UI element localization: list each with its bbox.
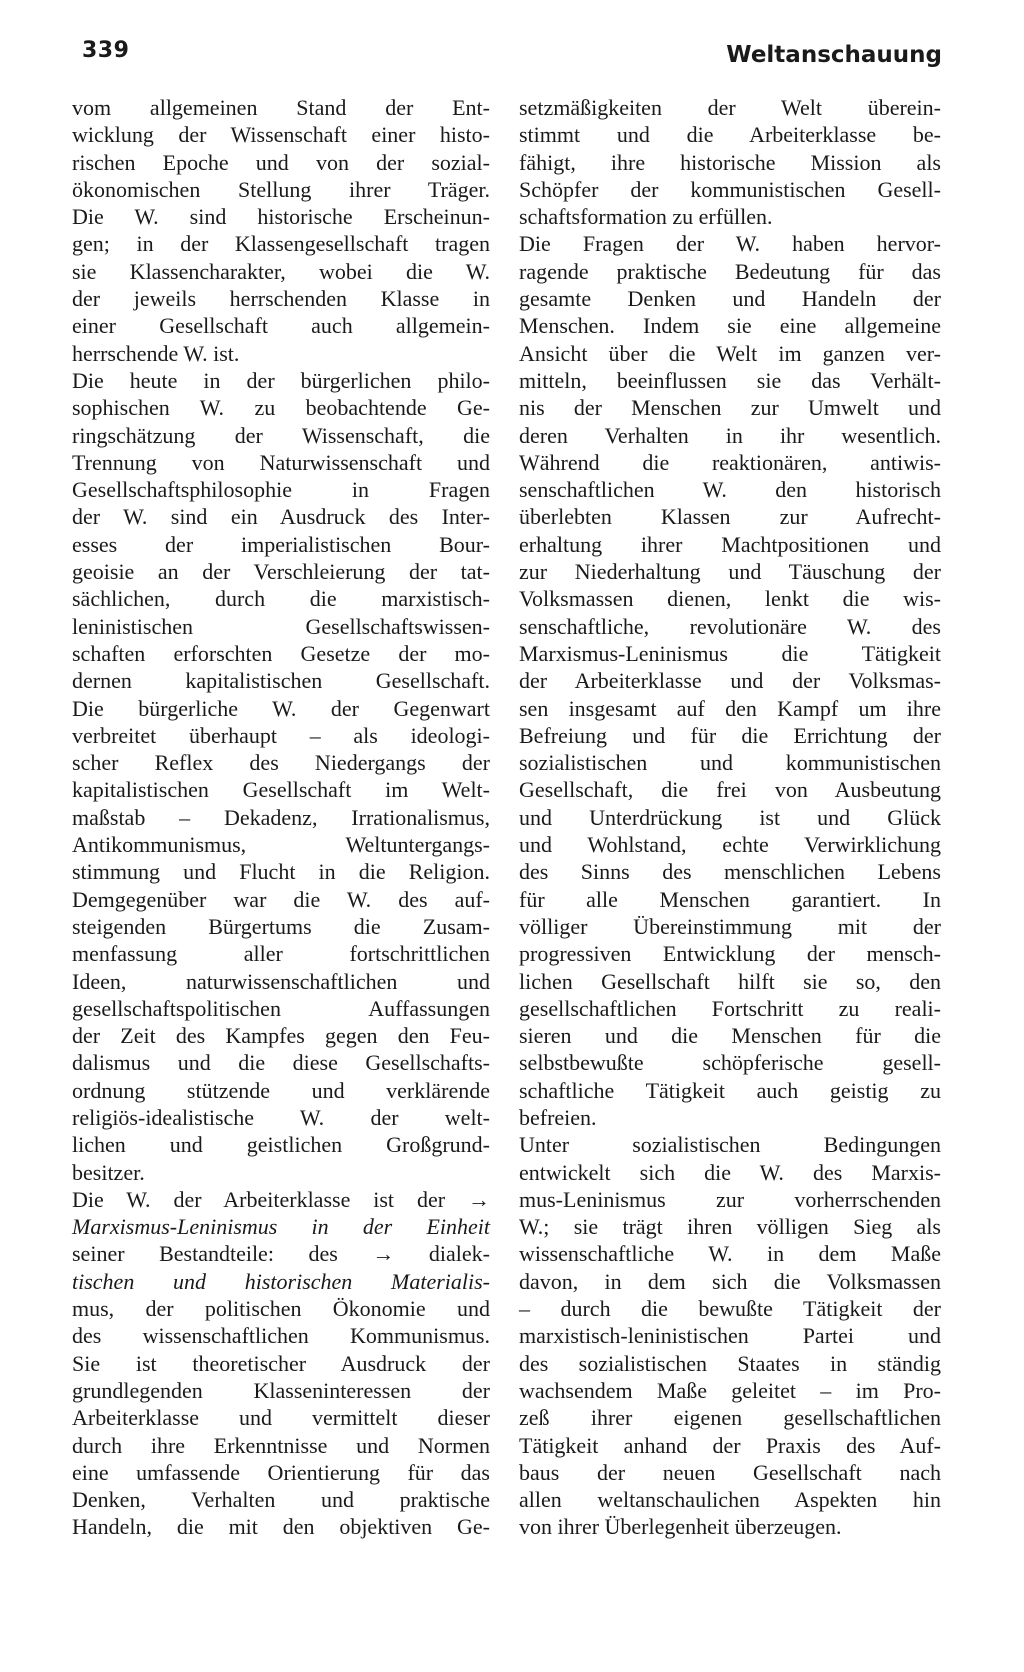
text-line: Unter sozialistischen Bedingungen [519,1132,941,1158]
text-line: mus, der politischen Ökonomie und [72,1296,490,1322]
text-line: überlebten Klassen zur Aufrecht- [519,504,941,530]
text-line: Während die reaktionären, antiwis- [519,449,941,475]
text-line: scher Reflex des Niedergangs der [72,750,490,776]
text-line: für alle Menschen garantiert. In [519,886,941,912]
text-line: sieren und die Menschen für die [519,1023,941,1049]
text-line: der Arbeiterklasse und der Volksmas- [519,668,941,694]
text-line: Menschen. Indem sie eine allgemeine [519,313,941,339]
text-line: marxistisch-leninistischen Partei und [519,1323,941,1349]
text-line: einer Gesellschaft auch allgemein- [72,313,490,339]
text-line: nis der Menschen zur Umwelt und [519,395,941,421]
text-line: herrschende W. ist. [72,340,240,366]
page-number: 339 [82,38,130,63]
text-line: Demgegenüber war die W. des auf- [72,886,490,912]
text-line: und Unterdrückung ist und Glück [519,804,941,830]
text-line: des Sinns des menschlichen Lebens [519,859,941,885]
running-head: Weltanschauung [726,42,942,68]
text-line: baus der neuen Gesellschaft nach [519,1459,941,1485]
text-line: grundlegenden Klasseninteressen der [72,1377,490,1403]
text-line: senschaftliche, revolutionäre W. des [519,613,941,639]
text-line: leninistischen Gesellschaftswissen- [72,613,490,639]
text-line: wachsendem Maße geleitet – im Pro- [519,1377,941,1403]
text-line: Die bürgerliche W. der Gegenwart [72,695,490,721]
text-line: deren Verhalten in ihr wesentlich. [519,422,941,448]
text-line: kapitalistischen Gesellschaft im Welt- [72,777,490,803]
text-line: Marxismus-Leninismus in der Einheit [72,1214,490,1240]
text-line: stimmt und die Arbeiterklasse be- [519,122,941,148]
text-line: wissenschaftliche W. in dem Maße [519,1241,941,1267]
text-line: des sozialistischen Staates in ständig [519,1350,941,1376]
text-line: Ideen, naturwissenschaftlichen und [72,968,490,994]
text-line: ökonomischen Stellung ihrer Träger. [72,176,490,202]
paragraph [72,367,490,1186]
text-line: senschaftlichen W. den historisch [519,477,941,503]
text-line: besitzer. [72,1159,145,1185]
text-line: stimmung und Flucht in die Religion. [72,859,490,885]
text-line: entwickelt sich die W. des Marxis- [519,1159,941,1185]
text-line: dernen kapitalistischen Gesellschaft. [72,668,490,694]
text-line: Sie ist theoretischer Ausdruck der [72,1350,490,1376]
paragraph [519,230,941,1131]
text-line: eine umfassende Orientierung für das [72,1459,490,1485]
text-line: vom allgemeinen Stand der Ent- [72,95,490,120]
text-line: geoisie an der Verschleierung der tat- [72,559,490,585]
text-line: ragende praktische Bedeutung für das [519,258,941,284]
text-line: wicklung der Wissenschaft einer histo- [72,122,490,148]
text-line: und Wohlstand, echte Verwirklichung [519,832,941,858]
paragraph [519,1131,941,1540]
text-line: allen weltanschaulichen Aspekten hin [519,1487,941,1513]
text-line: lichen und geistlichen Großgrund- [72,1132,490,1158]
text-line: zeß ihrer eigenen gesellschaftlichen [519,1405,941,1431]
text-line: des wissenschaftlichen Kommunismus. [72,1323,490,1349]
text-line: mus-Leninismus zur vorherrschenden [519,1186,941,1212]
text-line: Gesellschaftsphilosophie in Fragen [72,477,490,503]
text-line: verbreitet überhaupt – als ideologi- [72,722,490,748]
paragraph [72,94,490,367]
text-line: Trennung von Naturwissenschaft und [72,449,490,475]
text-line: durch ihre Erkenntnisse und Normen [72,1432,490,1458]
text-line: der jeweils herrschenden Klasse in [72,286,490,312]
text-line: esses der imperialistischen Bour- [72,531,490,557]
text-line: dalismus und die diese Gesellschafts- [72,1050,490,1076]
text-line: ordnung stützende und verklärende [72,1077,490,1103]
text-line: sophischen W. zu beobachtende Ge- [72,395,490,421]
text-line: gesellschaftlichen Fortschritt zu reali- [519,995,941,1021]
text-line: Tätigkeit anhand der Praxis des Auf- [519,1432,941,1458]
text-line: setzmäßigkeiten der Welt überein- [519,95,941,120]
text-line: gesamte Denken und Handeln der [519,286,941,312]
text-line: Ansicht über die Welt im ganzen ver- [519,340,941,366]
text-line: selbstbewußte schöpferische gesell- [519,1050,941,1076]
paragraph [519,94,941,230]
text-line: befreien. [519,1104,597,1130]
text-line: schaften erforschten Gesetze der mo- [72,640,490,666]
text-line: gen; in der Klassengesellschaft tragen [72,231,490,257]
text-line: tischen und historischen Materialis- [72,1268,490,1294]
text-line: schaftsformation zu erfüllen. [519,204,773,230]
text-line: sächlichen, durch die marxistisch- [72,586,490,612]
text-line: – durch die bewußte Tätigkeit der [519,1296,941,1322]
text-line: der W. sind ein Ausdruck des Inter- [72,504,490,530]
text-line: seiner Bestandteile: des → dialek- [72,1241,490,1267]
text-line: ringschätzung der Wissenschaft, die [72,422,490,448]
text-line: Schöpfer der kommunistischen Gesell- [519,176,941,202]
text-line: menfassung aller fortschrittlichen [72,941,490,967]
text-line: sen insgesamt auf den Kampf um ihre [519,695,941,721]
text-line: steigenden Bürgertums die Zusam- [72,913,490,939]
text-line: maßstab – Dekadenz, Irrationalismus, [72,804,490,830]
text-line: Antikommunismus, Weltuntergangs- [72,832,490,858]
text-line: Die Fragen der W. haben hervor- [519,231,941,257]
text-line: schaftliche Tätigkeit auch geistig zu [519,1077,941,1103]
text-line: gesellschaftspolitischen Auffassungen [72,995,490,1021]
text-line: Denken, Verhalten und praktische [72,1487,490,1513]
text-line: zur Niederhaltung und Täuschung der [519,559,941,585]
text-line: Die W. sind historische Erscheinun- [72,204,490,230]
text-line: Volksmassen dienen, lenkt die wis- [519,586,941,612]
text-line: von ihrer Überlegenheit überzeugen. [519,1514,842,1540]
text-line: Arbeiterklasse und vermittelt dieser [72,1405,490,1431]
text-line: Befreiung und für die Errichtung der [519,722,941,748]
text-line: davon, in dem sich die Volksmassen [519,1268,941,1294]
text-line: fähigt, ihre historische Mission als [519,149,941,175]
text-line: Die W. der Arbeiterklasse ist der → [72,1186,490,1212]
text-line: progressiven Entwicklung der mensch- [519,941,941,967]
text-line: der Zeit des Kampfes gegen den Feu- [72,1023,490,1049]
text-line: völliger Übereinstimmung mit der [519,913,941,939]
text-line: Die heute in der bürgerlichen philo- [72,367,490,393]
text-line: sie Klassencharakter, wobei die W. [72,258,490,284]
text-line: Handeln, die mit den objektiven Ge- [72,1514,490,1540]
text-line: W.; sie trägt ihren völligen Sieg als [519,1214,941,1240]
left-column [72,94,490,1541]
text-line: lichen Gesellschaft hilft sie so, den [519,968,941,994]
text-line: erhaltung ihrer Machtpositionen und [519,531,941,557]
text-line: sozialistischen und kommunistischen [519,750,941,776]
text-line: religiös-idealistische W. der welt- [72,1104,490,1130]
text-line: Marxismus-Leninismus die Tätigkeit [519,640,941,666]
text-line: rischen Epoche und von der sozial- [72,149,490,175]
text-line: mitteln, beeinflussen sie das Verhält- [519,367,941,393]
paragraph [72,1186,490,1541]
right-column [519,94,941,1541]
text-line: Gesellschaft, die frei von Ausbeutung [519,777,941,803]
